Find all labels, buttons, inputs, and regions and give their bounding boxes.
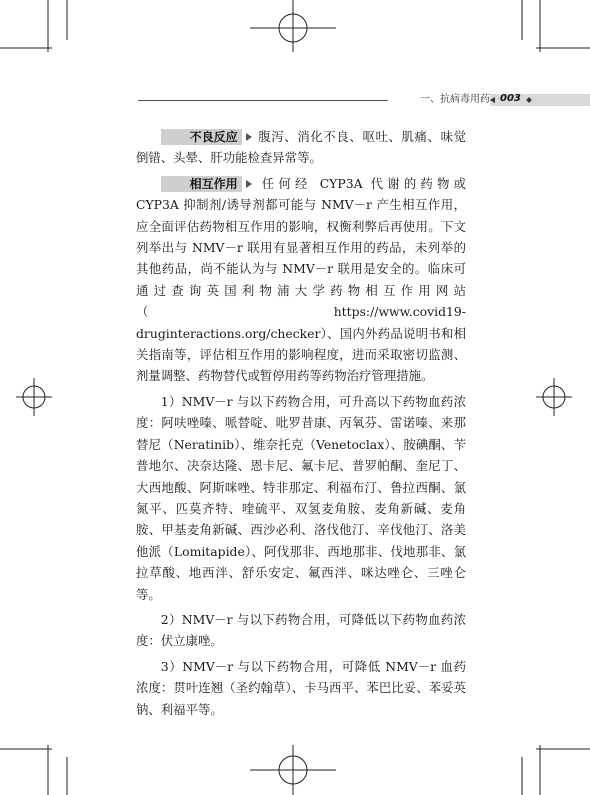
triangle-left-icon: [490, 97, 495, 103]
header-rule: [138, 100, 388, 101]
adverse-reactions-tag: 不良反应: [161, 129, 242, 145]
page-number-box: [490, 94, 590, 106]
adverse-reactions-paragraph: [136, 126, 466, 169]
interaction-item-1: 1）NMV－r 与以下药物合用，可升高以下药物血药浓度：阿呋唑嗪、哌替啶、吡罗昔康、丙氧芬、雷诺嗪、来那替尼（Neratinib）、维奈托克（Venetoclax）、胺碘酮、苄普地尔、决奈达隆、恩卡尼、氟卡尼、普罗帕酮、奎尼丁、大西地酸、阿斯咪唑、特非那定、利福布汀、鲁拉西酮、氯氮平、匹莫齐特、喹硫平、双氢麦角胺、麦角新碱、麦角胺、甲基麦角新碱、西沙必利、洛伐他汀、辛伐他汀、洛美他派（Lomitapide）、阿伐那非、西地那非、伐地那非、氯拉草酸、地西泮、舒乐安定、氟西泮、咪达唑仑、三唑仑等。: [136, 393, 466, 602]
interactions-tag: 相互作用: [161, 176, 242, 192]
running-header: [130, 93, 540, 107]
triangle-right-icon: [246, 133, 252, 141]
interactions-text: 任何经 CYP3A 代谢的药物或 CYP3A 抑制剂/诱导剂都可能与 NMV－r 产生相互作用，应全面评估药物相互作用的影响，权衡利弊后再使用。下文列举出与 NMV－r 联用有显著相互作用的药品，未列举的其他药品，尚不能认为与 NMV－r 联用是安全的。临床可通过查询英国利物浦大学药物相互作用网站（https://www.covid19-druginteractions.org/checker）、国内外药品说明书和相关指南等，评估相互作用的影响程度，进而采取密切监测、剂量调整、药物替代或暂停用药等药物治疗管理措施。: [136, 175, 466, 384]
triangle-right-icon: [246, 180, 252, 188]
interaction-item-2: 2）NMV－r 与以下药物合用，可降低以下药物血药浓度：伏立康唑。: [136, 611, 466, 649]
interaction-item-3: 3）NMV－r 与以下药物合用，可降低 NMV－r 血药浓度：贯叶连翘（圣约翰草）、卡马西平、苯巴比妥、苯妥英钠、利福平等。: [136, 658, 466, 717]
diamond-icon: [526, 97, 532, 103]
section-title: 一、抗病毒用药: [420, 94, 490, 105]
interactions-paragraph: [136, 173, 466, 387]
page-number: 003: [500, 93, 521, 104]
page-body: [136, 126, 466, 724]
adverse-reactions-text: 腹泻、消化不良、呕吐、肌痛、味觉倒错、头晕、肝功能检查异常等。: [136, 129, 466, 166]
